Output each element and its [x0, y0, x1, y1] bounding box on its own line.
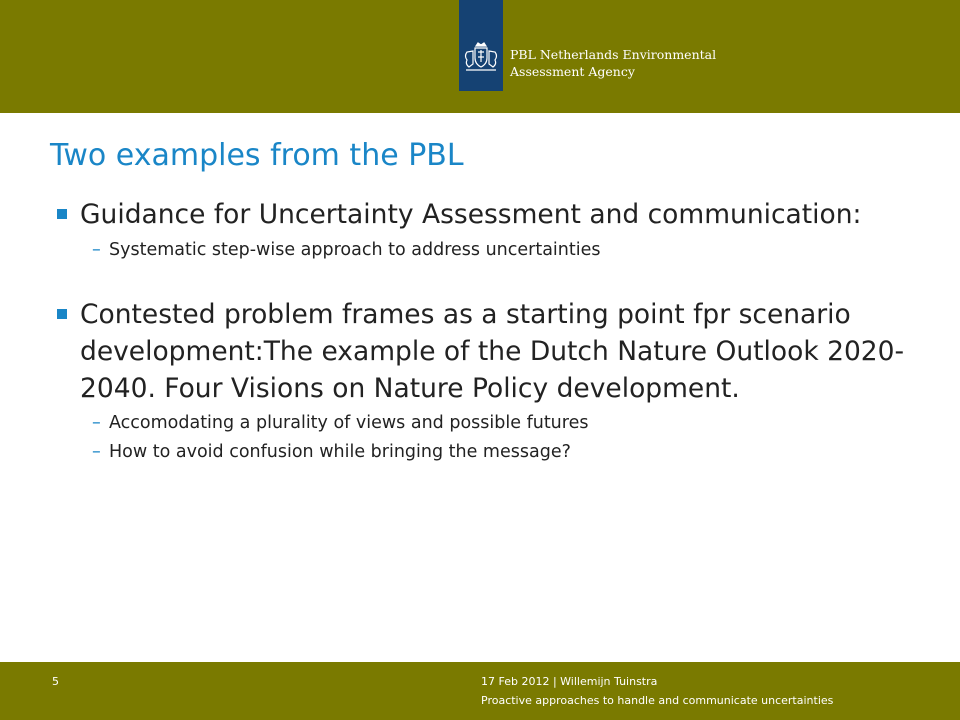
logo-ribbon	[459, 0, 503, 91]
bullet-text: Guidance for Uncertainty Assessment and communication:	[80, 199, 862, 230]
agency-name-line1: PBL Netherlands Environmental	[510, 47, 717, 62]
page-number: 5	[52, 675, 59, 688]
footer-date-author: 17 Feb 2012 | Willemijn Tuinstra	[481, 675, 658, 688]
slide-body	[50, 196, 930, 467]
footer-bar	[0, 662, 960, 720]
footer-subtitle: Proactive approaches to handle and communicate uncertainties	[481, 694, 834, 707]
square-bullet-icon	[57, 309, 67, 319]
sub-bullet-item	[50, 236, 930, 265]
sub-bullet-text: How to avoid confusion while bringing the message?	[109, 442, 571, 462]
dash-marker: –	[92, 442, 101, 462]
sub-bullet-text: Systematic step-wise approach to address uncertainties	[109, 240, 601, 260]
bullet-text: Contested problem frames as a starting point fpr scenario development:The example of the Dutch Nature Outlook 2020-2040. Four Visions on Nature Policy development.	[80, 299, 905, 404]
slide-title: Two examples from the PBL	[50, 138, 464, 173]
agency-name-line2: Assessment Agency	[510, 64, 635, 79]
bullet-item	[50, 196, 930, 233]
sub-bullet-item	[50, 438, 930, 467]
dash-marker: –	[92, 413, 101, 433]
agency-name	[510, 46, 716, 80]
sub-bullet-item	[50, 409, 930, 438]
square-bullet-icon	[57, 209, 67, 219]
sub-bullet-text: Accomodating a plurality of views and possible futures	[109, 413, 589, 433]
header-bar	[0, 0, 960, 113]
royal-coat-of-arms-icon	[462, 42, 500, 74]
dash-marker: –	[92, 240, 101, 260]
bullet-item	[50, 296, 930, 407]
